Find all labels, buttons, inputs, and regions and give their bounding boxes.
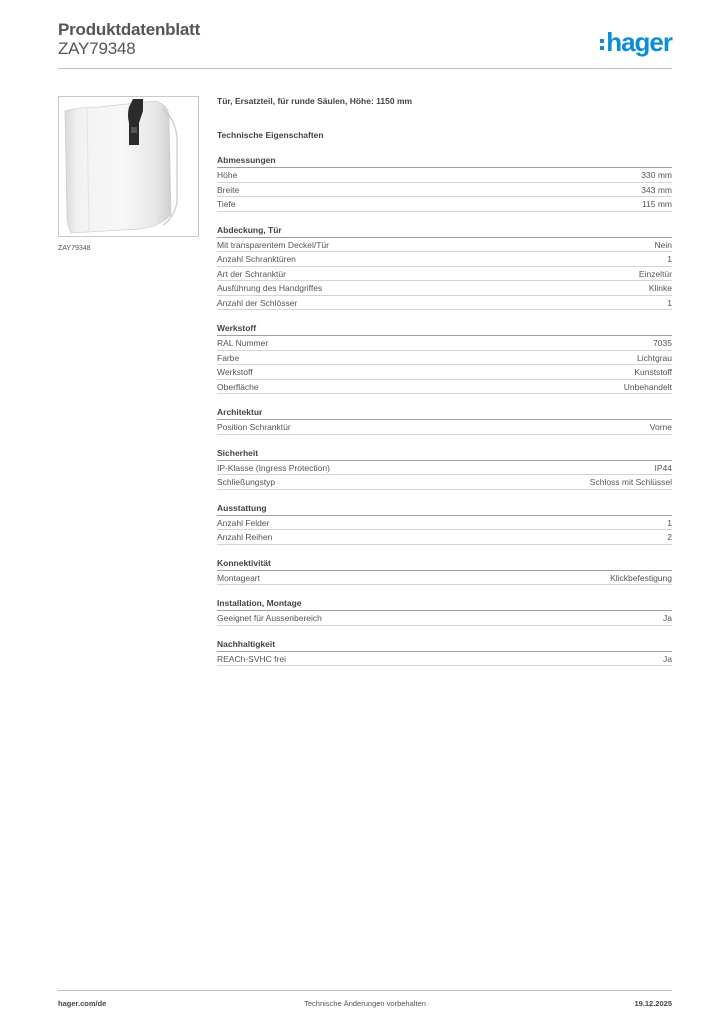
product-image: [58, 96, 199, 237]
page-footer: [58, 990, 672, 1011]
spec-label: Mit transparentem Deckel/Tür: [217, 239, 329, 250]
spec-label: Oberfläche: [217, 381, 259, 392]
spec-group-title: Abmessungen: [217, 154, 672, 168]
spec-value: Unbehandelt: [623, 381, 672, 392]
spec-label: Geeignet für Aussenbereich: [217, 613, 322, 623]
spec-group: [217, 224, 672, 311]
spec-label: Farbe: [217, 352, 240, 363]
spec-label: Anzahl Felder: [217, 517, 270, 528]
footer-website: hager.com/de: [58, 999, 107, 1008]
spec-row: [217, 197, 672, 212]
spec-groups: [217, 154, 672, 666]
spec-value: Vorne: [649, 422, 672, 432]
spec-label: RAL Nummer: [217, 338, 269, 348]
footer-date: 19.12.2025: [634, 999, 672, 1008]
spec-row: [217, 611, 672, 626]
spec-label: REACh-SVHC frei: [217, 653, 286, 664]
spec-value: 343 mm: [641, 184, 672, 195]
spec-label: Position Schranktür: [217, 422, 291, 432]
spec-row: [217, 652, 672, 667]
page-header: [58, 20, 672, 69]
spec-group-title: Installation, Montage: [217, 597, 672, 611]
spec-group-title: Ausstattung: [217, 502, 672, 516]
spec-row: [217, 461, 672, 476]
hager-logo: [600, 29, 672, 55]
spec-row: [217, 530, 672, 545]
spec-label: Höhe: [217, 170, 238, 180]
spec-value: IP44: [654, 462, 672, 473]
spec-group-title: Abdeckung, Tür: [217, 224, 672, 238]
spec-row: [217, 252, 672, 267]
spec-value: 1: [667, 517, 672, 528]
spec-row: [217, 183, 672, 198]
spec-sheet: [217, 96, 672, 666]
spec-value: Klickbefestigung: [610, 572, 672, 583]
spec-label: Anzahl der Schlösser: [217, 297, 298, 308]
spec-row: [217, 336, 672, 351]
spec-group: [217, 597, 672, 626]
spec-value: 7035: [653, 338, 672, 348]
logo-dots-icon: [600, 39, 604, 50]
spec-value: 115 mm: [641, 199, 672, 209]
product-code: ZAY79348: [58, 39, 136, 58]
spec-group: [217, 406, 672, 435]
spec-label: Werkstoff: [217, 367, 253, 377]
spec-value: 1: [667, 297, 672, 308]
spec-group: [217, 322, 672, 394]
spec-label: Ausführung des Handgriffes: [217, 283, 323, 293]
spec-row: [217, 296, 672, 311]
door-illustration: [59, 97, 198, 236]
spec-value: Nein: [654, 239, 672, 250]
spec-group-title: Werkstoff: [217, 322, 672, 336]
spec-value: Klinke: [648, 283, 672, 293]
spec-group-title: Konnektivität: [217, 557, 672, 571]
spec-group-title: Nachhaltigkeit: [217, 638, 672, 652]
spec-row: [217, 571, 672, 586]
spec-row: [217, 420, 672, 435]
spec-row: [217, 475, 672, 490]
section-title: Technische Eigenschaften: [217, 130, 324, 140]
spec-row: [217, 281, 672, 296]
image-caption: ZAY79348: [58, 245, 91, 252]
spec-group: [217, 447, 672, 490]
spec-group: [217, 154, 672, 212]
spec-label: Tiefe: [217, 199, 236, 209]
spec-value: 2: [667, 532, 672, 542]
spec-row: [217, 365, 672, 380]
logo-wordmark: hager: [606, 27, 672, 57]
footer-note: Technische Änderungen vorbehalten: [304, 999, 426, 1008]
spec-label: Anzahl Reihen: [217, 532, 273, 542]
spec-row: [217, 267, 672, 282]
spec-label: IP-Klasse (Ingress Protection): [217, 462, 330, 473]
spec-group-title: Sicherheit: [217, 447, 672, 461]
spec-group: [217, 557, 672, 586]
spec-label: Anzahl Schranktüren: [217, 254, 296, 264]
spec-row: [217, 351, 672, 366]
spec-row: [217, 380, 672, 395]
spec-label: Breite: [217, 184, 240, 195]
document-title: Produktdatenblatt: [58, 20, 201, 39]
spec-row: [217, 516, 672, 531]
spec-value: Ja: [663, 613, 672, 623]
spec-label: Schließungstyp: [217, 477, 276, 487]
spec-value: 330 mm: [641, 170, 672, 180]
spec-group: [217, 638, 672, 667]
spec-label: Art der Schranktür: [217, 268, 286, 279]
spec-value: Ja: [663, 653, 672, 664]
spec-value: Einzeltür: [638, 268, 672, 279]
spec-row: [217, 168, 672, 183]
spec-group-title: Architektur: [217, 406, 672, 420]
spec-value: Schloss mit Schlüssel: [589, 477, 672, 487]
spec-value: Lichtgrau: [637, 352, 672, 363]
product-title: Tür, Ersatzteil, für runde Säulen, Höhe: 1150 mm: [217, 96, 413, 106]
spec-value: Kunststoff: [634, 367, 672, 377]
spec-row: [217, 238, 672, 253]
spec-group: [217, 502, 672, 545]
spec-value: 1: [667, 254, 672, 264]
spec-label: Montageart: [217, 572, 260, 583]
